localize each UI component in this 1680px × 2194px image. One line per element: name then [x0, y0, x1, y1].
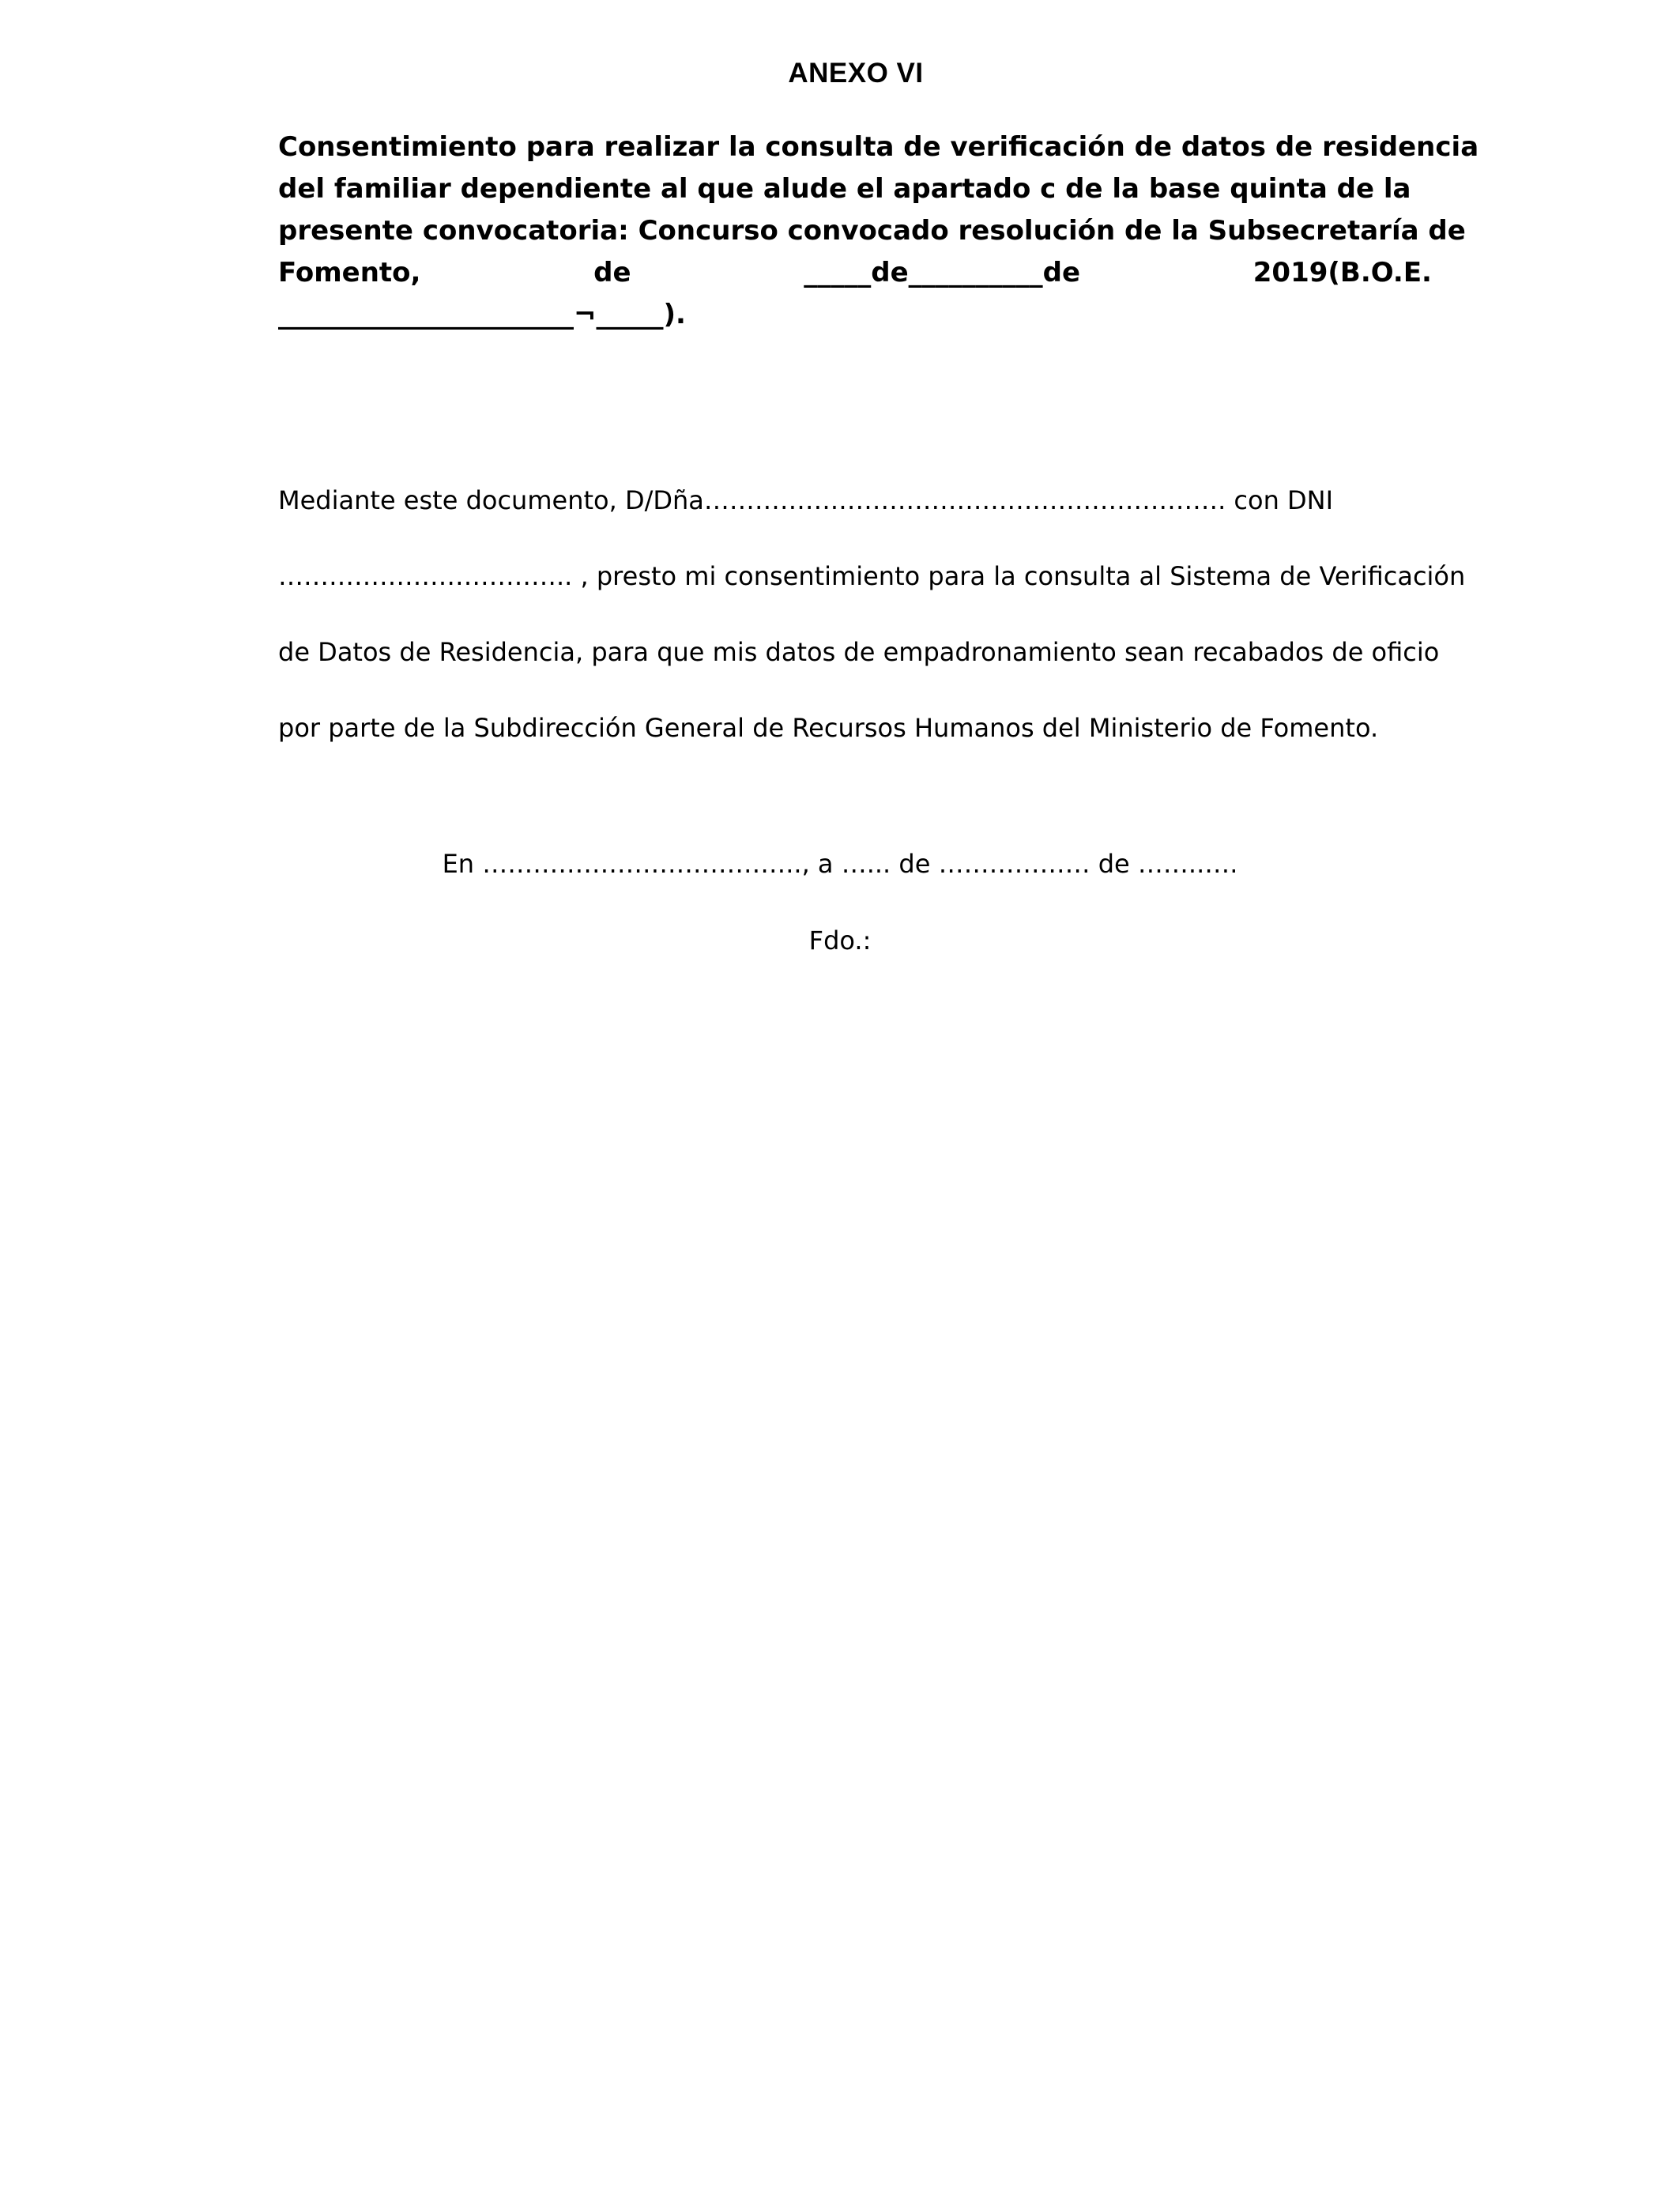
- heading-word: 2019(B.O.E.: [1252, 257, 1432, 288]
- heading-word: de: [593, 257, 631, 288]
- body-word: este: [403, 485, 458, 515]
- heading-text: Consentimiento para realizar la consulta de verificación de datos de residencia: [278, 131, 1479, 163]
- boe-blank-field: ______________________¬_____).: [278, 299, 686, 330]
- body-word: DNI: [1287, 485, 1334, 515]
- heading-line: [278, 210, 1466, 252]
- body-word: con: [1234, 485, 1279, 515]
- heading-line: [278, 294, 1432, 336]
- heading-line: [278, 126, 1479, 168]
- body-line: [278, 690, 1421, 766]
- body-text: de Datos de Residencia, para que mis datos de empadronamiento sean recabados de oficio: [278, 637, 1440, 667]
- place-date-line: En ……………………………….., a …... de ……………… de ……..….: [442, 849, 1238, 879]
- heading-line-date: [278, 252, 1432, 294]
- body-word: documento,: [465, 485, 617, 515]
- body-word: Mediante: [278, 485, 396, 515]
- heading-word: Fomento,: [278, 257, 421, 288]
- annex-title: ANEXO VI: [788, 58, 924, 89]
- heading-line: [278, 168, 1432, 210]
- body-line-name: [278, 462, 1421, 538]
- date-blank-field: _____de__________de: [804, 257, 1081, 288]
- body-line: [278, 614, 1440, 690]
- heading-text: presente convocatoria: Concurso convocado resolución de la Subsecretaría de: [278, 215, 1466, 247]
- signature-label: Fdo.:: [808, 925, 872, 956]
- consent-heading: [278, 126, 1479, 336]
- name-blank-field: D/Dña…………….……………………………………….: [624, 485, 1226, 515]
- consent-body: [278, 462, 1466, 766]
- body-text: …………………………….. , presto mi consentimiento para la consulta al Sistema de Verificación: [278, 561, 1466, 591]
- heading-text: del familiar dependiente al que alude el apartado c de la base quinta de la: [278, 173, 1411, 205]
- body-line: [278, 538, 1466, 614]
- body-text: por parte de la Subdirección General de Recursos Humanos del Ministerio de Fomento.: [278, 713, 1379, 743]
